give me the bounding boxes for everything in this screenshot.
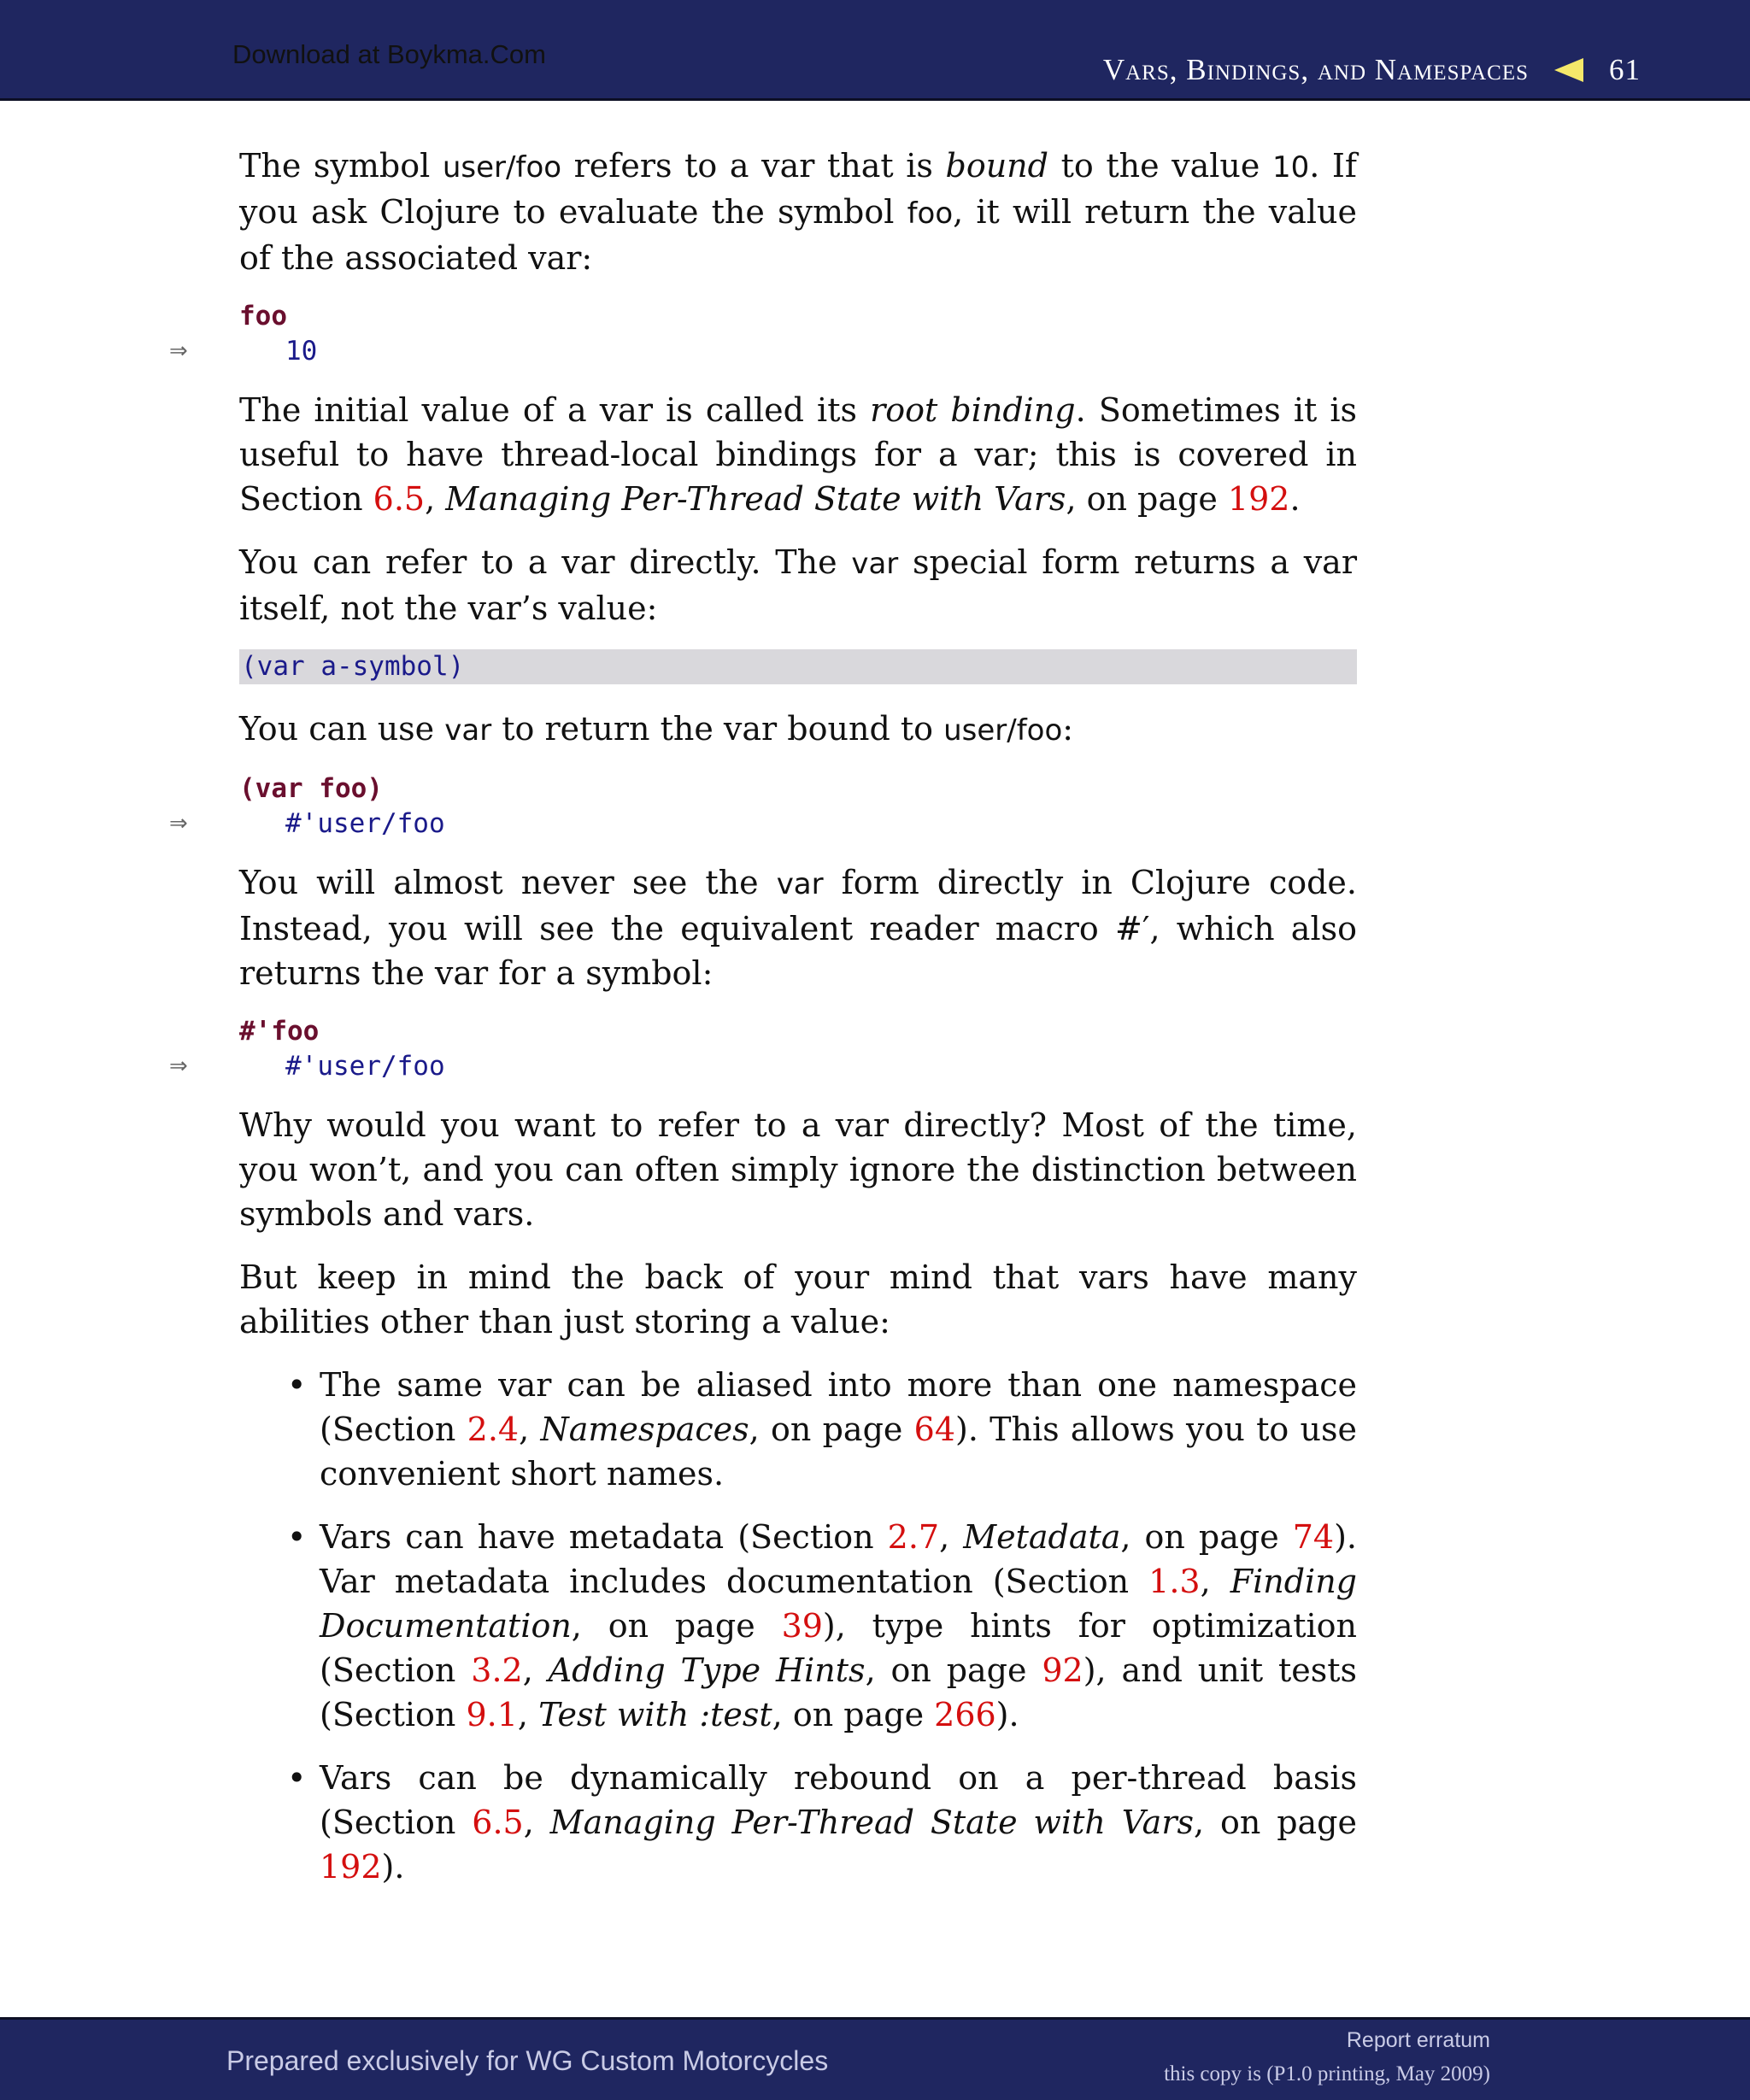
page-link[interactable]: 266 <box>934 1696 996 1733</box>
bullet-icon: • <box>287 1518 307 1556</box>
code-input: foo <box>239 301 287 331</box>
report-erratum-link[interactable]: Report erratum <box>1346 2028 1490 2052</box>
page-link[interactable]: 192 <box>1227 480 1290 518</box>
section-title: Finding Documentation <box>320 1563 1357 1645</box>
section-title: Namespaces <box>540 1411 749 1448</box>
inline-code: user/foo <box>943 713 1063 748</box>
page-number: 61 <box>1609 53 1641 86</box>
bullet-icon: • <box>287 1366 307 1404</box>
paragraph-why-refer: Why would you want to refer to a var directly? Most of the time, you won’t, and you can often simply ignore the distinction between symbols and vars. <box>239 1106 1357 1233</box>
code-output: ⇒ #'user/foo <box>239 1049 1357 1084</box>
emphasis: bound <box>945 147 1048 185</box>
section-link[interactable]: 3.2 <box>471 1651 523 1689</box>
section-title: Managing Per-Thread State with Vars <box>445 480 1066 518</box>
paragraph-reader-macro: You will almost never see the var form directly in Clojure code. Instead, you will see the equivalent reader macro #′, which also returns the var for a symbol: <box>239 864 1357 992</box>
section-link[interactable]: 2.4 <box>467 1411 520 1448</box>
section-title: Metadata <box>963 1518 1121 1556</box>
code-input: #'foo <box>239 1016 320 1047</box>
list-item: • The same var can be aliased into more than one namespace (Section 2.4, Namespaces, on page 64). This allows you to use convenient short names. <box>320 1363 1357 1496</box>
inline-code: var <box>851 547 899 581</box>
printing-info: this copy is (P1.0 printing, May 2009) <box>1164 2062 1490 2085</box>
inline-code: user/foo <box>442 150 562 185</box>
result-arrow-icon: ⇒ <box>169 338 188 364</box>
code-example-reader-macro <box>169 1014 1357 1084</box>
code-input: (var foo) <box>239 773 383 804</box>
page-link[interactable]: 74 <box>1292 1518 1335 1556</box>
code-output: ⇒ 10 <box>239 334 1357 369</box>
page-link[interactable]: 64 <box>913 1411 956 1448</box>
running-title <box>1103 53 1641 87</box>
code-example-var-foo <box>169 771 1357 842</box>
inline-code: var <box>776 867 824 901</box>
bullet-icon: • <box>287 1759 307 1797</box>
paragraph-symbol-binding: The symbol user/foo refers to a var that is bound to the value 10. If you ask Clojure to evaluate the symbol foo, it will return the value of the associated var: <box>239 147 1357 277</box>
section-title: Test with :test <box>538 1696 772 1733</box>
section-link[interactable]: 2.7 <box>887 1518 940 1556</box>
page-footer <box>0 2017 1750 2100</box>
list-item: • Vars can be dynamically rebound on a per-thread basis (Section 6.5, Managing Per-Thread State with Vars, on page 192). <box>320 1756 1357 1889</box>
emphasis: root binding <box>870 391 1076 429</box>
section-link[interactable]: 6.5 <box>373 480 426 518</box>
page-link[interactable]: 92 <box>1042 1651 1083 1689</box>
section-link[interactable]: 6.5 <box>472 1804 524 1841</box>
paragraph-root-binding: The initial value of a var is called its root binding. Sometimes it is useful to have thread-local bindings for a var; this is covered in Section 6.5, Managing Per-Thread State with Vars, on page 192. <box>239 391 1358 518</box>
page-body <box>169 144 1358 1908</box>
paragraph-var-directly: You can refer to a var directly. The var special form returns a var itself, not the var’s value: <box>239 543 1357 627</box>
section-title: Managing Per-Thread State with Vars <box>549 1804 1195 1841</box>
paragraph-use-var: You can use var to return the var bound to user/foo: <box>239 710 1074 748</box>
inline-code: 10 <box>1271 150 1310 185</box>
list-item: • Vars can have metadata (Section 2.7, Metadata, on page 74). Var metadata includes documentation (Section 1.3, Finding Documentation, on page 39), type hints for optimization (Section 3.2, Adding Type Hints, on page 92), and unit tests (Section 9.1, Test with :test, on page 266). <box>320 1515 1357 1737</box>
page-link[interactable]: 39 <box>781 1607 823 1645</box>
section-link[interactable]: 9.1 <box>466 1696 518 1733</box>
code-output: ⇒ #'user/foo <box>239 807 1357 842</box>
paragraph-abilities: But keep in mind the back of your mind that vars have many abilities other than just storing a value: <box>239 1258 1357 1340</box>
inline-code: var <box>444 713 492 748</box>
result-arrow-icon: ⇒ <box>169 811 188 836</box>
page-link[interactable]: 192 <box>320 1848 382 1886</box>
download-watermark: Download at Boykma.Com <box>232 39 546 69</box>
section-link[interactable]: 1.3 <box>1148 1563 1201 1600</box>
back-arrow-icon[interactable] <box>1554 58 1583 82</box>
abilities-list <box>239 1363 1357 1889</box>
prepared-for-text: Prepared exclusively for WG Custom Motorcycles <box>226 2045 829 2076</box>
code-box-var-symbol: (var a-symbol) <box>239 649 1357 684</box>
chapter-title: Vars, Bindings, and Namespaces <box>1102 53 1529 86</box>
result-arrow-icon: ⇒ <box>169 1053 188 1079</box>
inline-code: foo <box>907 197 954 231</box>
section-title: Adding Type Hints <box>548 1651 866 1689</box>
code-example-foo <box>169 299 1357 369</box>
page-header <box>0 0 1750 101</box>
